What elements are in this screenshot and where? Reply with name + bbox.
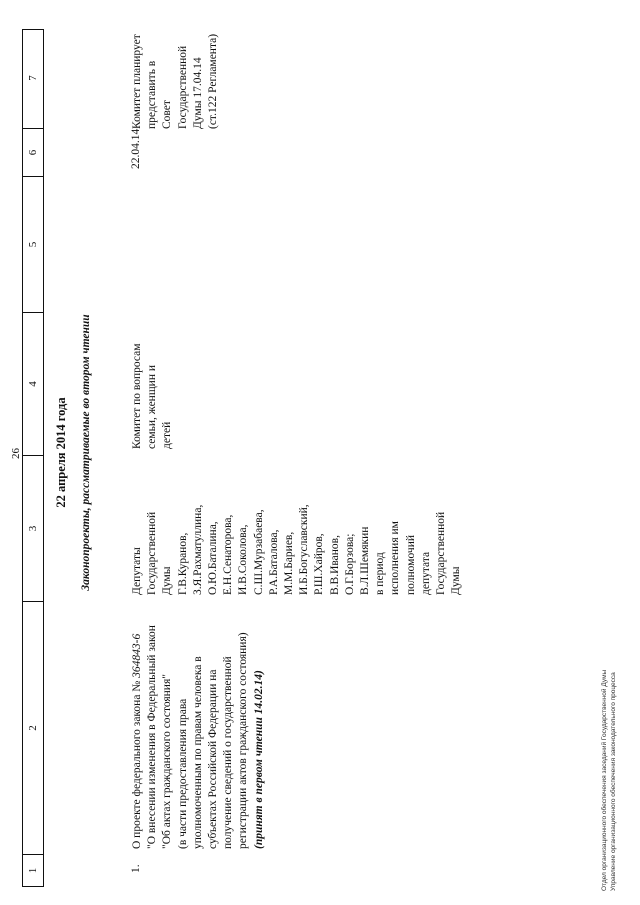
- page-number: 26: [10, 448, 22, 459]
- author-line: М.М.Бариев,: [283, 531, 296, 595]
- column-header-6: 6: [23, 128, 43, 176]
- committee-line: детей: [161, 421, 174, 449]
- note-line: (ст.122 Регламента): [207, 33, 220, 129]
- author-line: Думы: [161, 566, 174, 595]
- description-line: "О внесении изменения в Федеральный закон: [146, 625, 159, 849]
- author-line: В.Л.Шемякин: [359, 526, 372, 595]
- note-line: Государственной: [176, 45, 189, 129]
- column-header-row: [22, 29, 44, 887]
- column-header-3: 3: [23, 455, 43, 601]
- description-line: субъектах Российской Федерации на: [207, 669, 220, 849]
- note-line: Комитет планирует: [131, 34, 143, 129]
- author-line: депутата: [419, 551, 432, 595]
- description-line: регистрации актов гражданского состояния): [237, 632, 250, 849]
- footer-line: Отдел организационного обеспечения заседаний Государственной Думы: [601, 669, 608, 891]
- committee-line: семьи, женщин и: [146, 364, 159, 449]
- responsible-committee: [130, 329, 176, 449]
- author-line: Государственной: [146, 511, 159, 595]
- author-line: З.Я.Рахматуллина,: [191, 504, 204, 595]
- description-line: (в части предоставления права: [176, 698, 189, 849]
- note-line: Думы 17.04.14: [191, 57, 204, 129]
- row-number: 1.: [130, 864, 142, 873]
- section-heading: Законопроекты, рассматриваемые во втором чтении: [80, 314, 92, 591]
- author-line: И.Б.Богуславский,: [298, 504, 311, 595]
- author-line: Государственной: [435, 511, 448, 595]
- document-footer: [600, 670, 618, 891]
- column-header-4: 4: [23, 312, 43, 455]
- author-line: Р.А.Баталова,: [267, 529, 280, 595]
- footer-line: Управление организационного обеспечения законодательного процесса: [610, 672, 617, 891]
- author-line: полномочий: [404, 535, 417, 595]
- author-line: Думы: [450, 566, 463, 595]
- author-line: в период: [374, 552, 387, 595]
- committee-line: Комитет по вопросам: [131, 343, 143, 449]
- reading-status: (принят в первом чтении 14.02.14): [252, 670, 265, 849]
- column-header-5: 5: [23, 176, 43, 312]
- author-line: Е.Н.Сенаторова,: [222, 514, 235, 595]
- description-line: "Об актах гражданского состояния": [161, 674, 174, 849]
- description-line: получение сведений о государственной: [222, 656, 235, 849]
- author-line: О.Г.Борзова;: [343, 533, 356, 595]
- date-heading: 22 апреля 2014 года: [54, 397, 68, 508]
- bill-description: [130, 619, 267, 849]
- law-number: 364843-6: [131, 633, 143, 678]
- committee-note: [130, 29, 221, 129]
- author-line: В.В.Иванов,: [328, 535, 341, 595]
- author-line: С.Ш.Мурзабаева,: [252, 509, 265, 595]
- description-prefix: О проекте федерального закона №: [131, 677, 143, 849]
- column-header-1: 1: [23, 854, 43, 886]
- author-line: Р.Ш.Хайров,: [313, 533, 326, 595]
- author-line: И.В.Соколова,: [237, 524, 250, 595]
- consideration-date: 22.04.14: [130, 128, 142, 169]
- bill-authors: [130, 475, 464, 595]
- author-line: Депутаты: [131, 547, 143, 595]
- column-header-2: 2: [23, 601, 43, 854]
- column-header-7: 7: [27, 75, 39, 81]
- author-line: Г.В.Куранов,: [176, 532, 189, 595]
- author-line: исполнения им: [389, 521, 402, 595]
- note-line: представить в Совет: [146, 60, 174, 129]
- description-line: уполномоченным по правам человека в: [191, 656, 204, 849]
- author-line: О.Ю.Баталина,: [207, 521, 220, 595]
